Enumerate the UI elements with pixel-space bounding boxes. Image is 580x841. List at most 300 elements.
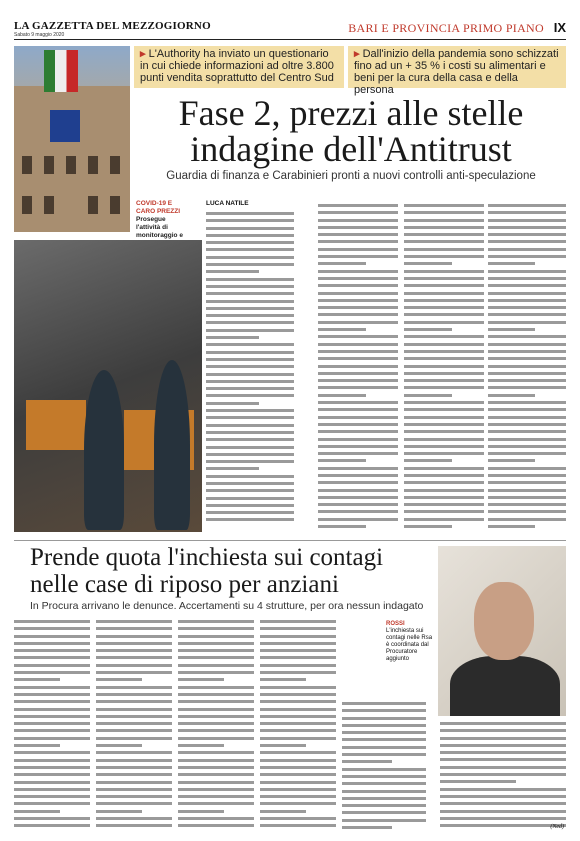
- text-line: [318, 496, 398, 499]
- text-line: [404, 233, 484, 236]
- text-line: [488, 357, 566, 360]
- text-line: [318, 459, 366, 462]
- text-line: [318, 313, 398, 316]
- header-divider: [14, 39, 566, 40]
- text-line: [14, 802, 90, 805]
- text-line: [404, 357, 484, 360]
- text-line: [206, 365, 294, 368]
- teaser-box-questionnaire: [134, 46, 344, 88]
- text-line: [260, 722, 336, 725]
- text-line: [342, 731, 426, 734]
- text-line: [206, 489, 294, 492]
- text-line: [342, 826, 392, 829]
- text-line: [260, 810, 306, 813]
- text-line: [404, 270, 484, 273]
- text-line: [206, 278, 294, 281]
- text-line: [96, 649, 172, 652]
- text-line: [404, 467, 484, 470]
- text-line: [260, 664, 336, 667]
- text-line: [318, 357, 398, 360]
- text-line: [206, 497, 294, 500]
- text-line: [488, 481, 566, 484]
- text-line: [318, 386, 398, 389]
- text-line: [14, 649, 90, 652]
- text-line: [318, 284, 398, 287]
- text-line: [404, 438, 484, 441]
- text-line: [14, 781, 90, 784]
- text-line: [206, 227, 294, 230]
- text-line: [488, 416, 566, 419]
- text-line: [178, 671, 254, 674]
- text-line: [206, 358, 294, 361]
- text-line: [404, 306, 484, 309]
- text-line: [14, 722, 90, 725]
- second-headline: Prende quota l'inchiesta sui contagi nelle case di riposo per anziani: [30, 544, 384, 598]
- text-line: [318, 423, 398, 426]
- text-line: [404, 525, 452, 528]
- text-line: [318, 430, 398, 433]
- text-line: [260, 686, 336, 689]
- text-line: [404, 350, 484, 353]
- article-column-2: [318, 204, 398, 532]
- text-line: [96, 795, 172, 798]
- text-line: [206, 321, 294, 324]
- text-line: [96, 708, 172, 711]
- text-line: [404, 401, 484, 404]
- text-line: [260, 708, 336, 711]
- text-line: [14, 773, 90, 776]
- text-line: [488, 365, 566, 368]
- prosecutor-caption: [386, 621, 434, 663]
- text-line: [318, 379, 398, 382]
- masthead: LA GAZZETTA DEL MEZZOGIORNO: [14, 20, 211, 32]
- text-line: [206, 518, 294, 521]
- text-line: [318, 452, 398, 455]
- text-line: [260, 744, 306, 747]
- text-line: [440, 729, 566, 732]
- text-line: [488, 350, 566, 353]
- sidebar-text: Prosegue l'attività di monitoraggio e: [136, 216, 183, 239]
- text-line: [14, 810, 60, 813]
- text-line: [206, 424, 294, 427]
- text-line: [488, 328, 535, 331]
- text-line: [96, 635, 172, 638]
- text-line: [178, 824, 254, 827]
- text-line: [404, 343, 484, 346]
- text-line: [206, 336, 259, 339]
- text-line: [404, 518, 484, 521]
- text-line: [178, 642, 254, 645]
- text-line: [260, 649, 336, 652]
- text-line: [206, 482, 294, 485]
- text-line: [14, 744, 60, 747]
- text-line: [96, 759, 172, 762]
- text-line: [178, 766, 254, 769]
- palazzo-photo: [14, 46, 130, 232]
- text-line: [342, 724, 426, 727]
- article-column-3: [404, 204, 484, 532]
- arrow-icon: ▸: [140, 48, 146, 60]
- text-line: [488, 255, 566, 258]
- text-line: [206, 394, 294, 397]
- text-line: [178, 686, 254, 689]
- text-line: [404, 379, 484, 382]
- text-line: [96, 686, 172, 689]
- text-line: [96, 620, 172, 623]
- text-line: [96, 751, 172, 754]
- text-line: [96, 729, 172, 732]
- text-line: [14, 686, 90, 689]
- text-line: [96, 737, 172, 740]
- article-divider: [14, 540, 566, 541]
- text-line: [260, 678, 306, 681]
- text-line: [206, 416, 294, 419]
- text-line: [342, 709, 426, 712]
- text-line: [404, 365, 484, 368]
- text-line: [206, 453, 294, 456]
- article-column-1: [206, 212, 294, 526]
- text-line: [206, 241, 294, 244]
- text-line: [404, 481, 484, 484]
- text-line: [318, 335, 398, 338]
- text-line: [404, 313, 484, 316]
- text-line: [96, 678, 142, 681]
- text-line: [342, 797, 426, 800]
- text-line: [404, 299, 484, 302]
- text-line: [206, 409, 294, 412]
- text-line: [440, 802, 566, 805]
- text-line: [260, 627, 336, 630]
- text-line: [260, 671, 336, 674]
- text-line: [342, 804, 426, 807]
- text-line: [206, 270, 259, 273]
- text-line: [14, 642, 90, 645]
- text-line: [206, 504, 294, 507]
- text-line: [206, 467, 259, 470]
- article2-column-5: [342, 702, 426, 833]
- text-line: [14, 715, 90, 718]
- text-line: [96, 693, 172, 696]
- text-line: [342, 811, 426, 814]
- text-line: [260, 635, 336, 638]
- text-line: [440, 758, 566, 761]
- text-line: [14, 700, 90, 703]
- text-line: [178, 722, 254, 725]
- article-column-4: [488, 204, 566, 532]
- text-line: [206, 351, 294, 354]
- text-line: [206, 343, 294, 346]
- text-line: [178, 802, 254, 805]
- text-line: [206, 511, 294, 514]
- text-line: [14, 627, 90, 630]
- text-line: [318, 204, 398, 207]
- text-line: [318, 219, 398, 222]
- text-line: [260, 693, 336, 696]
- text-line: [488, 204, 566, 207]
- text-line: [14, 693, 90, 696]
- text-line: [96, 642, 172, 645]
- text-line: [206, 329, 294, 332]
- text-line: [488, 452, 566, 455]
- text-line: [318, 277, 398, 280]
- text-line: [14, 737, 90, 740]
- text-line: [488, 489, 566, 492]
- article2-column-3: [178, 620, 254, 832]
- text-line: [318, 365, 398, 368]
- text-line: [178, 817, 254, 820]
- text-line: [342, 702, 426, 705]
- text-line: [14, 620, 90, 623]
- text-line: [206, 314, 294, 317]
- text-line: [342, 760, 392, 763]
- text-line: [488, 401, 566, 404]
- article2-column-6: [440, 722, 566, 831]
- text-line: [318, 270, 398, 273]
- text-line: [206, 475, 294, 478]
- text-line: [96, 773, 172, 776]
- text-line: [488, 219, 566, 222]
- text-line: [178, 795, 254, 798]
- text-line: [404, 255, 484, 258]
- text-line: [440, 766, 566, 769]
- author-signature: (Ned): [550, 824, 564, 830]
- text-line: [14, 788, 90, 791]
- text-line: [206, 402, 259, 405]
- text-line: [488, 226, 566, 229]
- text-line: [318, 489, 398, 492]
- text-line: [260, 642, 336, 645]
- text-line: [318, 416, 398, 419]
- caption-tag: ROSSI: [386, 621, 405, 627]
- text-line: [440, 773, 566, 776]
- text-line: [440, 810, 566, 813]
- text-line: [488, 408, 566, 411]
- text-line: [488, 518, 566, 521]
- text-line: [260, 759, 336, 762]
- teaser-box-costs: [348, 46, 566, 96]
- text-line: [488, 445, 566, 448]
- text-line: [318, 510, 398, 513]
- text-line: [96, 802, 172, 805]
- text-line: [178, 744, 224, 747]
- text-line: [260, 781, 336, 784]
- text-line: [318, 401, 398, 404]
- text-line: [488, 299, 566, 302]
- text-line: [488, 270, 566, 273]
- text-line: [178, 715, 254, 718]
- text-line: [96, 824, 172, 827]
- text-line: [404, 459, 452, 462]
- text-line: [178, 781, 254, 784]
- text-line: [260, 788, 336, 791]
- text-line: [488, 525, 535, 528]
- text-line: [404, 328, 452, 331]
- text-line: [318, 211, 398, 214]
- text-line: [488, 503, 566, 506]
- text-line: [404, 204, 484, 207]
- text-line: [404, 321, 484, 324]
- text-line: [488, 343, 566, 346]
- text-line: [440, 817, 566, 820]
- text-line: [318, 525, 366, 528]
- text-line: [206, 285, 294, 288]
- text-line: [488, 430, 566, 433]
- text-line: [206, 387, 294, 390]
- text-line: [404, 292, 484, 295]
- sidebar-tag: COVID-19 E CARO PREZZI: [136, 200, 181, 215]
- text-line: [178, 693, 254, 696]
- text-line: [96, 766, 172, 769]
- text-line: [488, 248, 566, 251]
- text-line: [206, 219, 294, 222]
- text-line: [260, 620, 336, 623]
- text-line: [206, 234, 294, 237]
- text-line: [96, 722, 172, 725]
- text-line: [440, 795, 566, 798]
- section-title: BARI E PROVINCIA PRIMO PIANO: [348, 21, 544, 35]
- text-line: [318, 445, 398, 448]
- text-line: [318, 226, 398, 229]
- text-line: [178, 708, 254, 711]
- text-line: [404, 423, 484, 426]
- text-line: [318, 255, 398, 258]
- text-line: [260, 817, 336, 820]
- text-line: [488, 335, 566, 338]
- text-line: [96, 671, 172, 674]
- text-line: [96, 627, 172, 630]
- arrow-icon: ▸: [354, 48, 360, 60]
- text-line: [404, 474, 484, 477]
- text-line: [178, 810, 224, 813]
- text-line: [404, 219, 484, 222]
- text-line: [404, 452, 484, 455]
- text-line: [14, 824, 90, 827]
- text-line: [178, 649, 254, 652]
- text-line: [404, 335, 484, 338]
- text-line: [488, 438, 566, 441]
- text-line: [260, 656, 336, 659]
- text-line: [14, 671, 90, 674]
- text-line: [206, 263, 294, 266]
- text-line: [488, 394, 535, 397]
- text-line: [318, 240, 398, 243]
- text-line: [404, 211, 484, 214]
- text-line: [342, 753, 426, 756]
- text-line: [404, 262, 452, 265]
- text-line: [342, 790, 426, 793]
- text-line: [96, 656, 172, 659]
- text-line: [488, 262, 535, 265]
- article2-column-4: [260, 620, 336, 832]
- text-line: [440, 737, 566, 740]
- text-line: [96, 664, 172, 667]
- text-line: [96, 788, 172, 791]
- issue-date: Sabato 9 maggio 2020: [14, 32, 65, 38]
- text-line: [178, 700, 254, 703]
- text-line: [178, 635, 254, 638]
- text-line: [318, 408, 398, 411]
- text-line: [342, 768, 426, 771]
- text-line: [14, 817, 90, 820]
- teaser-text: L'Authority ha inviato un questionario in cui chiede informazioni ad oltre 3.800 punti vendita soprattutto del Centro Sud: [140, 48, 334, 84]
- text-line: [260, 795, 336, 798]
- text-line: [318, 518, 398, 521]
- text-line: [260, 737, 336, 740]
- text-line: [206, 248, 294, 251]
- text-line: [318, 394, 366, 397]
- text-line: [488, 240, 566, 243]
- text-line: [318, 350, 398, 353]
- text-line: [404, 430, 484, 433]
- text-line: [404, 226, 484, 229]
- text-line: [206, 446, 294, 449]
- byline: LUCA NATILE: [206, 200, 249, 207]
- text-line: [96, 781, 172, 784]
- text-line: [404, 372, 484, 375]
- text-line: [318, 328, 366, 331]
- text-line: [206, 380, 294, 383]
- text-line: [96, 810, 142, 813]
- text-line: [404, 445, 484, 448]
- text-line: [96, 700, 172, 703]
- text-line: [178, 788, 254, 791]
- text-line: [14, 795, 90, 798]
- text-line: [404, 408, 484, 411]
- text-line: [404, 496, 484, 499]
- text-line: [488, 211, 566, 214]
- volunteers-photo: [14, 240, 202, 532]
- text-line: [488, 292, 566, 295]
- text-line: [178, 620, 254, 623]
- text-line: [318, 321, 398, 324]
- text-line: [440, 788, 566, 791]
- text-line: [404, 284, 484, 287]
- text-line: [440, 744, 566, 747]
- text-line: [318, 481, 398, 484]
- text-line: [14, 678, 60, 681]
- text-line: [440, 780, 516, 783]
- text-line: [440, 722, 566, 725]
- second-subheadline: In Procura arrivano le denunce. Accertamenti su 4 strutture, per ora nessun indagato: [30, 600, 424, 612]
- text-line: [14, 635, 90, 638]
- text-line: [260, 751, 336, 754]
- text-line: [14, 729, 90, 732]
- text-line: [206, 212, 294, 215]
- text-line: [342, 782, 426, 785]
- text-line: [440, 824, 566, 827]
- text-line: [206, 307, 294, 310]
- text-line: [318, 503, 398, 506]
- text-line: [14, 656, 90, 659]
- text-line: [404, 489, 484, 492]
- text-line: [318, 343, 398, 346]
- prosecutor-photo: [438, 546, 566, 716]
- text-line: [318, 262, 366, 265]
- text-line: [488, 233, 566, 236]
- text-line: [404, 248, 484, 251]
- teaser-text: Dall'inizio della pandemia sono schizzati fino ad un + 35 % i costi su alimentari e beni per la cura della casa e della persona: [354, 48, 559, 96]
- text-line: [318, 474, 398, 477]
- text-line: [318, 292, 398, 295]
- text-line: [318, 248, 398, 251]
- text-line: [342, 738, 426, 741]
- text-line: [206, 438, 294, 441]
- text-line: [14, 766, 90, 769]
- main-subheadline: Guardia di finanza e Carabinieri pronti a nuovi controlli anti-speculazione: [166, 170, 536, 182]
- text-line: [178, 773, 254, 776]
- text-line: [178, 664, 254, 667]
- text-line: [342, 819, 426, 822]
